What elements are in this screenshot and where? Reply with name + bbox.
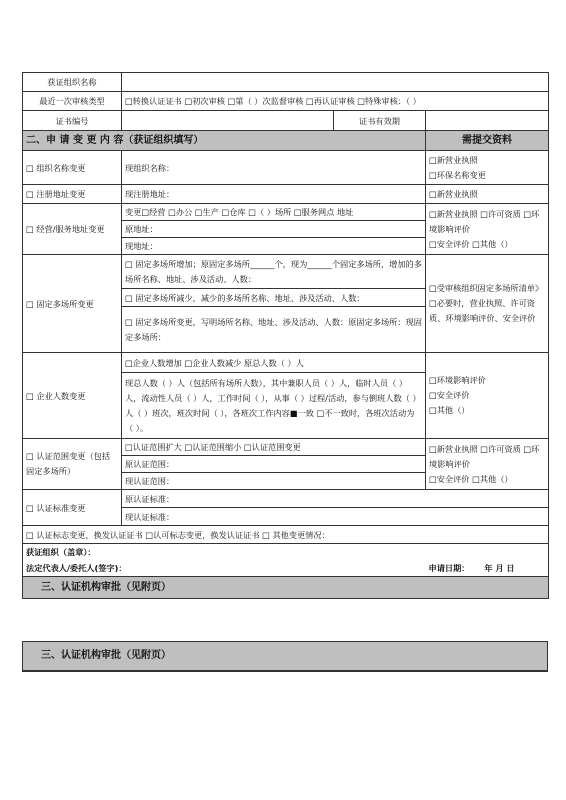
scope-options[interactable]: □认证范围扩大 □认证范围缩小 □认证范围变更 [122, 439, 426, 456]
org-name-change-materials[interactable] [426, 151, 549, 185]
material-item[interactable]: □新营业执照 □许可资质 □环境影响评价 [429, 208, 540, 234]
scope-materials[interactable] [426, 439, 549, 490]
site-original-address[interactable]: 原地址： [122, 221, 426, 238]
section2-title: 二、申 请 变 更 内 容（获证组织填写） [23, 131, 426, 151]
site-change-checkbox[interactable]: □ 经营/服务地址变更 [23, 204, 122, 255]
cert-no-field[interactable] [122, 111, 334, 131]
application-form-table [22, 72, 549, 599]
audit-type-options[interactable]: □转换认证证书 □初次审核 □第（ ）次监督审核 □再认证审核 □特殊审核：（ ） [122, 92, 549, 111]
standard-current[interactable]: 现认证标准： [122, 508, 549, 526]
section3-title: 三、认证机构审批（见附页） [23, 577, 549, 599]
org-name-change-content[interactable]: 现组织名称： [122, 151, 426, 185]
fixed-site-materials[interactable]: □受审核组织固定多场所清单》□必要时，营业执照、许可资质、环境影响评价、安全评价 [426, 255, 549, 353]
site-current-address[interactable]: 现地址： [122, 238, 426, 255]
application-date [426, 560, 549, 577]
date-label: 申请日期： [428, 563, 470, 573]
standard-change-checkbox[interactable]: □ 认证标准变更 [23, 490, 122, 526]
date-value[interactable]: 年 月 日 [484, 563, 515, 573]
material-item[interactable]: □环境影响评价 [429, 375, 486, 385]
address-change-content[interactable]: 现注册地址： [122, 185, 426, 204]
section3-title-repeat: 三、认证机构审批（见附页） [23, 642, 548, 671]
site-change-materials[interactable] [426, 204, 549, 255]
org-name-change-checkbox[interactable]: □ 组织名称变更 [23, 151, 122, 185]
site-change-options[interactable]: 变更□经营 □办公 □生产 □仓库 □（ ）场所 □服务网点 地址 [122, 204, 426, 221]
material-item[interactable]: □环保名称变更 [429, 169, 486, 180]
org-name-label: 获证组织名称 [23, 73, 122, 92]
material-item[interactable]: □安全评价 □其他（） [429, 473, 513, 484]
material-item[interactable]: □新营业执照 [429, 154, 478, 165]
fixed-site-change-checkbox[interactable]: □ 固定多场所变更 [23, 255, 122, 353]
scope-change-checkbox[interactable]: □ 认证范围变更（包括固定多场所） [23, 439, 122, 490]
cert-valid-label: 证书有效期 [334, 111, 426, 131]
mark-change-options[interactable]: □ 认证标志变更，换发认证证书 □认可标志变更，换发认证证书 □ 其他变更情况： [23, 526, 549, 544]
headcount-options[interactable]: □企业人数增加 □企业人数减少 原总人数（ ）人 [122, 353, 426, 373]
fixed-site-modify[interactable]: □ 固定多场所变更，写明场所名称、地址、涉及活动、人数：原固定多场所：现固定多场所： [122, 307, 426, 353]
material-item[interactable]: □安全评价 [429, 390, 470, 400]
materials-header: 需提交资料 [426, 131, 549, 151]
cert-no-label: 证书编号 [23, 111, 122, 131]
cert-valid-field[interactable] [426, 111, 549, 131]
address-change-materials[interactable]: □新营业执照 [426, 185, 549, 204]
scope-current[interactable]: 现认证范围： [122, 473, 426, 490]
approval-section-table [22, 641, 548, 672]
address-change-checkbox[interactable]: □ 注册地址变更 [23, 185, 122, 204]
fixed-site-increase[interactable]: □ 固定多场所增加；原固定多场所______个，现为______个固定多场所，增加的多场所名称、地址、涉及活动、人数： [122, 255, 426, 289]
scope-original[interactable]: 原认证范围： [122, 456, 426, 473]
fixed-site-decrease[interactable]: □ 固定多场所减少，减少的多场所名称、地址、涉及活动、人数： [122, 289, 426, 307]
material-item[interactable]: □新营业执照 □许可资质 □环境影响评价 [429, 443, 540, 469]
standard-original[interactable]: 原认证标准： [122, 490, 549, 508]
material-item[interactable]: □安全评价 □其他（） [429, 238, 513, 249]
headcount-materials[interactable] [426, 353, 549, 439]
org-name-field[interactable] [122, 73, 549, 92]
headcount-change-checkbox[interactable]: □ 企业人数变更 [23, 353, 122, 439]
approval-bottom-rule [23, 671, 548, 672]
org-seal-label: 获证组织（盖章）： [23, 544, 549, 561]
material-item[interactable]: □其他（） [429, 405, 470, 415]
last-audit-label: 最近一次审核类型 [23, 92, 122, 111]
headcount-details[interactable]: 现总人数（ ）人（包括所有场所人数），其中兼职人员（ ）人，临时人员（ ）人，流动性人员（ ）人，工作时间（ ），从事（ ）过程/活动，参与倒班人数（ ）人（ ）班次，班次时间（ ），各班次工作内容■一致 □不一致时，各班次活动为（ ）。 [122, 373, 426, 439]
rep-signature-label: 法定代表人/委托人(签字)： [23, 560, 426, 577]
